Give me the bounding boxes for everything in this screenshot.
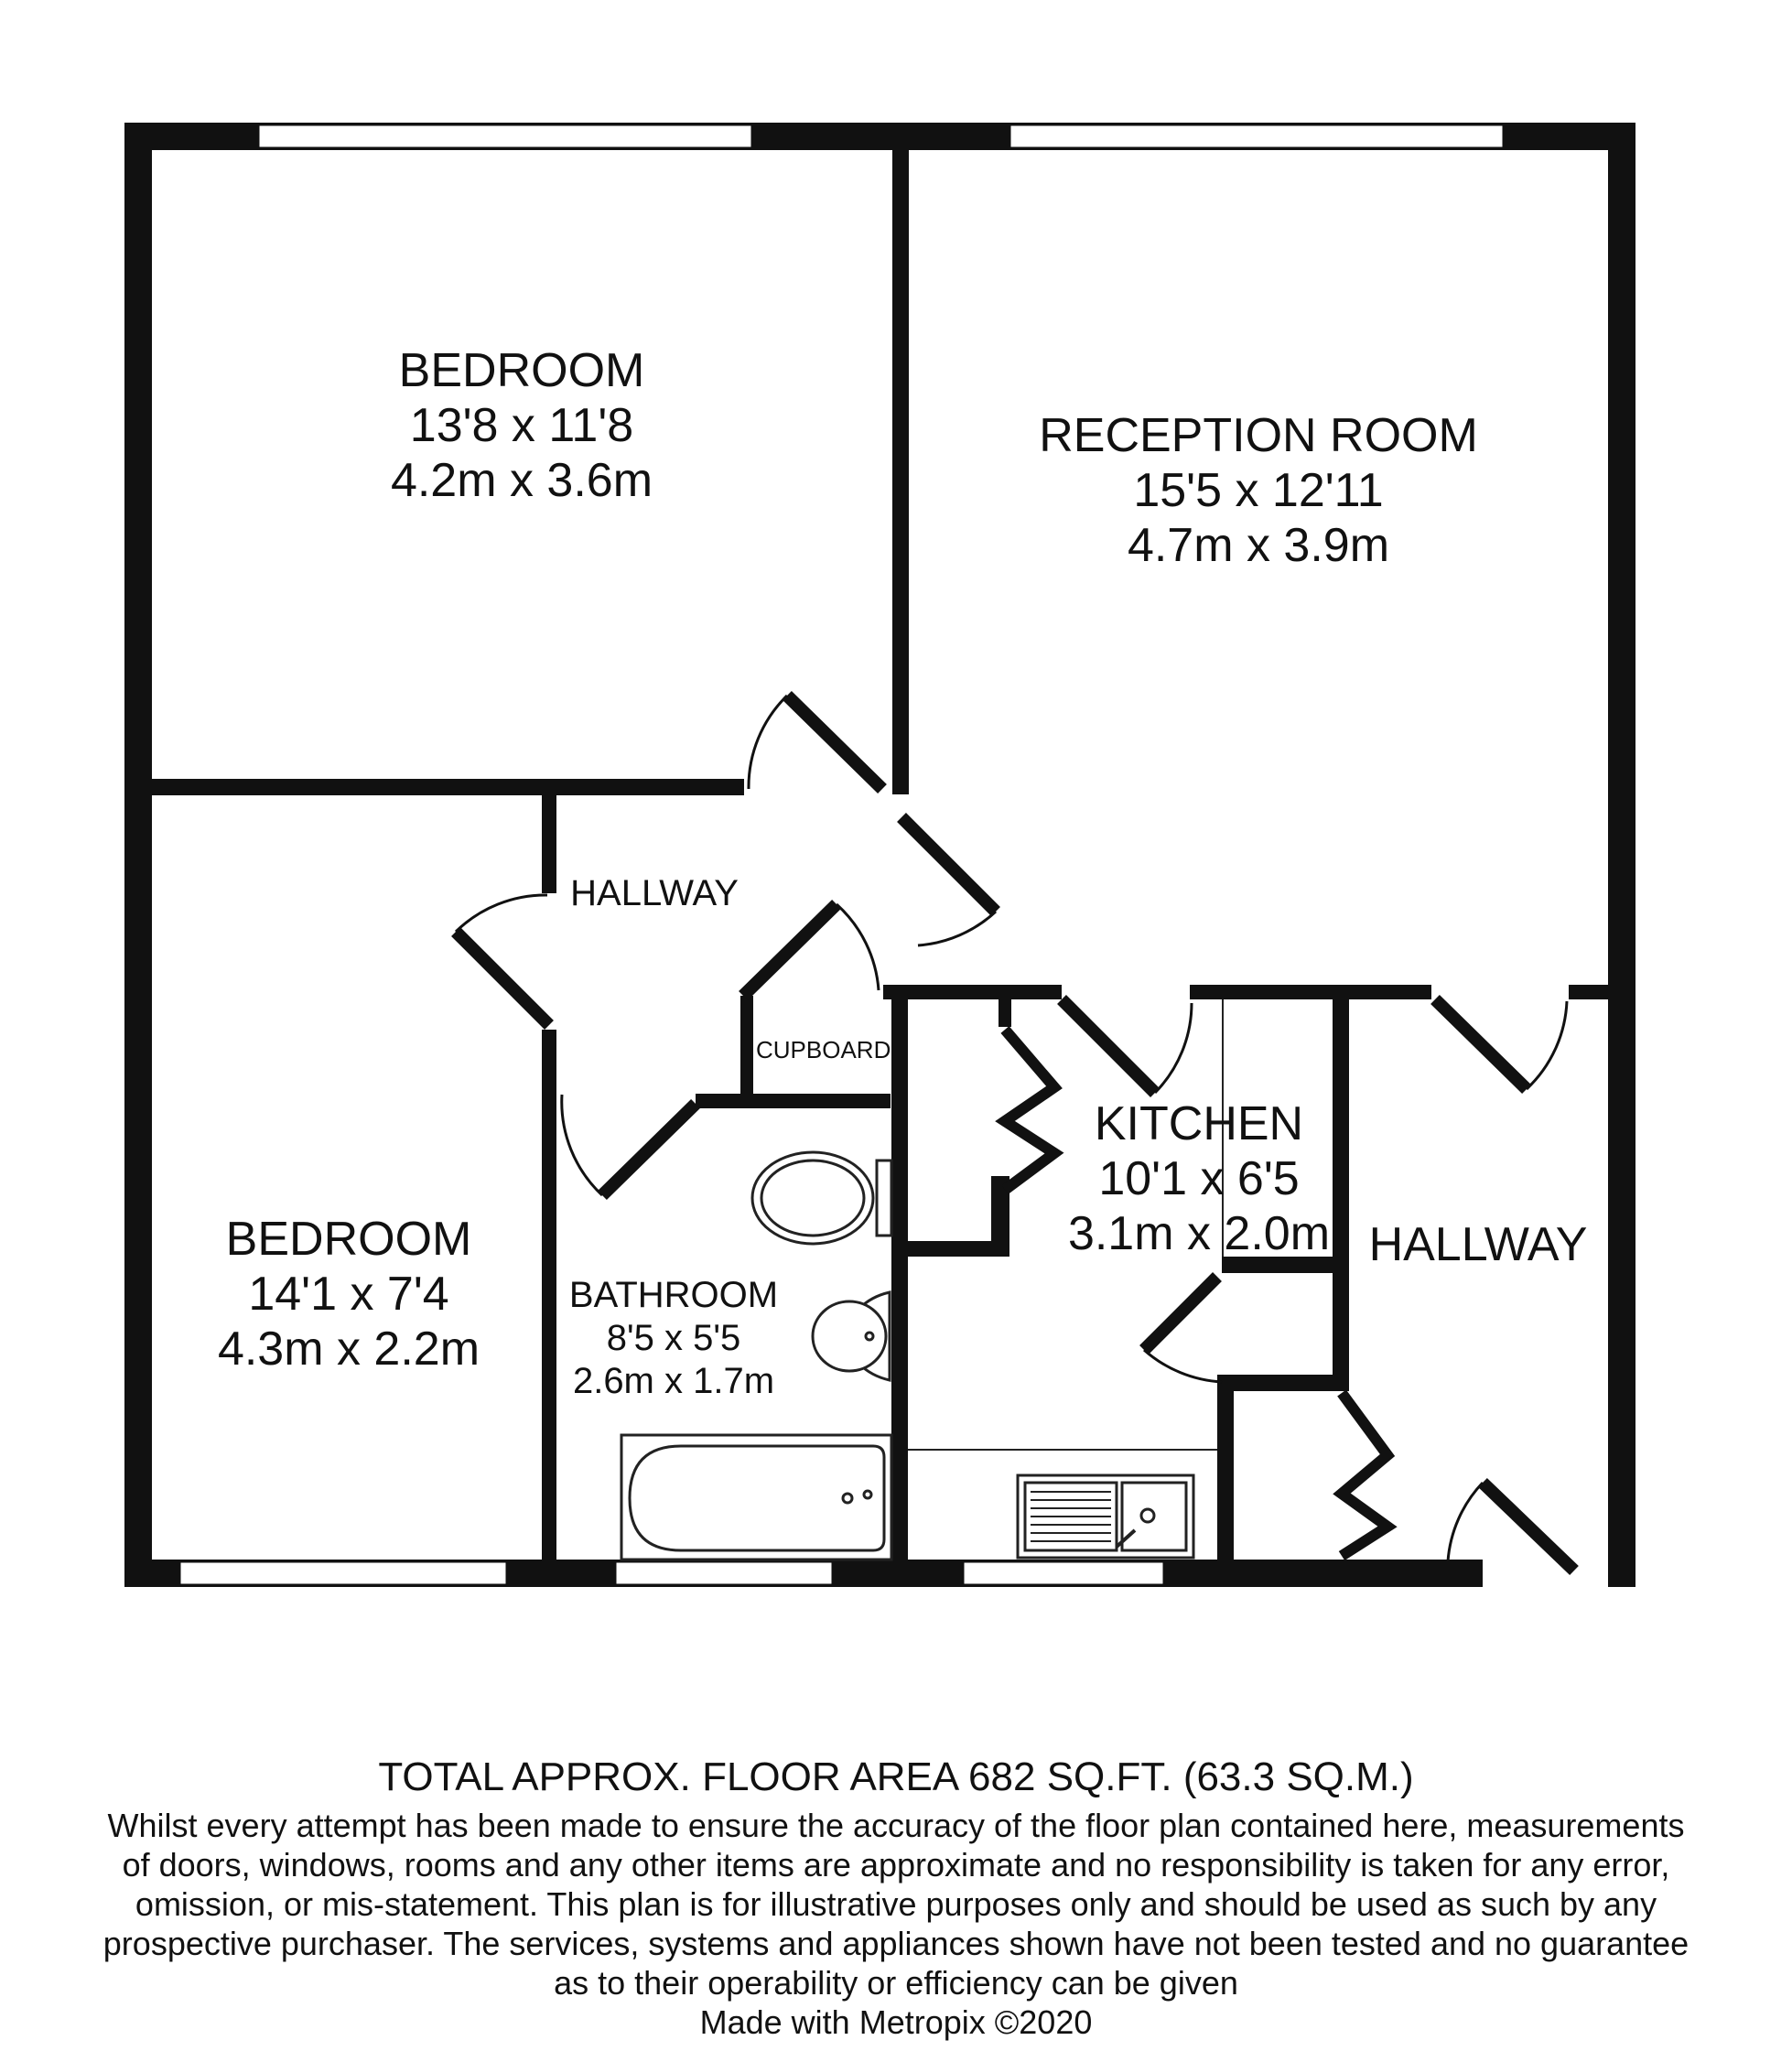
door-leaf-kitchen bbox=[1062, 999, 1155, 1093]
disclaimer-text: Whilst every attempt has been made to ensure the accuracy of the floor plan contained here, measurements of doors, windows, rooms and any other items are approximate and no responsibility is taken for any error, omission, or mis-statement. This plan is for illustrative purposes only and should be used as such by any prospective purchaser. The services, systems and appliances shown have not been tested and no guarantee as to their operability or efficiency can be given bbox=[103, 1807, 1689, 2002]
room-size-imperial: 8'5 x 5'5 bbox=[606, 1318, 741, 1358]
wall-hall-west-upper bbox=[542, 779, 556, 893]
room-size-metric: 3.1m x 2.0m bbox=[1067, 1207, 1331, 1260]
window-bedroom1 bbox=[258, 124, 752, 148]
door-gap-hall2-exit bbox=[1483, 1560, 1608, 1587]
door-swing-store bbox=[1144, 1350, 1222, 1382]
toilet-seat bbox=[761, 1160, 864, 1236]
wall-kitchen-cup-c bbox=[908, 1241, 1009, 1257]
room-label-cupboard bbox=[756, 1036, 890, 1063]
room-label-kitchen bbox=[1062, 1096, 1336, 1261]
bath-plug bbox=[864, 1491, 871, 1498]
footer bbox=[55, 1753, 1737, 2042]
room-label-reception bbox=[1020, 408, 1496, 573]
door-leaf-entrance bbox=[1483, 1483, 1574, 1571]
basin-plug bbox=[866, 1333, 873, 1340]
window-bathroom bbox=[615, 1561, 833, 1585]
room-name: BATHROOM bbox=[568, 1275, 779, 1315]
door-gap-reception-hall2 bbox=[1431, 985, 1569, 999]
door-gap-reception-kitchen bbox=[1062, 985, 1190, 999]
door-swing-cupboard bbox=[837, 904, 879, 990]
door-leaf-reception bbox=[901, 817, 996, 912]
door-swing-bathroom bbox=[562, 1095, 602, 1195]
room-label-bedroom2 bbox=[198, 1212, 500, 1376]
credit-text: Made with Metropix ©2020 bbox=[699, 2003, 1093, 2041]
room-size-metric: 2.6m x 1.7m bbox=[572, 1361, 775, 1401]
wall-store-south bbox=[1217, 1375, 1349, 1391]
door-leaf-cupboard bbox=[743, 904, 837, 996]
room-name: BEDROOM bbox=[398, 344, 645, 397]
door-swing-hall2 bbox=[1527, 1001, 1567, 1089]
wall-bath-kitchen bbox=[891, 989, 908, 1560]
toilet-cistern bbox=[877, 1160, 891, 1236]
room-name: HALLWAY bbox=[1368, 1218, 1588, 1271]
door-leaf-hall2-store bbox=[1342, 1393, 1387, 1556]
door-swing-reception bbox=[918, 912, 996, 945]
room-size-metric: 4.2m x 3.6m bbox=[390, 454, 653, 507]
room-size-imperial: 15'5 x 12'11 bbox=[1133, 464, 1384, 517]
room-name: CUPBOARD bbox=[756, 1036, 891, 1063]
door-swing-kitchen bbox=[1155, 1003, 1192, 1093]
door-leaf-store bbox=[1144, 1277, 1217, 1350]
room-label-bathroom bbox=[555, 1274, 793, 1403]
room-name: RECEPTION ROOM bbox=[1039, 409, 1478, 462]
room-label-hallway2 bbox=[1355, 1217, 1602, 1272]
wall-store-west bbox=[1217, 1375, 1234, 1560]
room-size-imperial: 14'1 x 7'4 bbox=[248, 1268, 449, 1321]
wall-left bbox=[124, 123, 152, 1587]
room-name: KITCHEN bbox=[1094, 1097, 1304, 1150]
kitchen-sink-plug bbox=[1141, 1509, 1154, 1522]
room-size-metric: 4.7m x 3.9m bbox=[1127, 519, 1390, 572]
wall-kitchen-cup-a bbox=[999, 999, 1011, 1027]
room-label-bedroom1 bbox=[384, 343, 659, 508]
basin-inner bbox=[813, 1301, 886, 1371]
wall-bed-bed bbox=[152, 779, 744, 795]
wall-bed-reception bbox=[892, 150, 909, 794]
wall-bath-north bbox=[696, 1094, 891, 1108]
room-size-imperial: 10'1 x 6'5 bbox=[1098, 1152, 1300, 1205]
floor-area-title: TOTAL APPROX. FLOOR AREA 682 SQ.FT. (63.3 SQ.M.) bbox=[378, 1754, 1414, 1799]
drainer-ribs bbox=[1031, 1492, 1111, 1541]
door-leaf-bed1 bbox=[787, 696, 882, 789]
room-label-hallway1 bbox=[560, 872, 749, 915]
door-swing-bed2 bbox=[456, 895, 547, 932]
wall-right-upper bbox=[1608, 123, 1635, 1003]
room-name: HALLWAY bbox=[570, 873, 739, 913]
door-swing-bed1 bbox=[749, 696, 787, 789]
wall-cupboard-west bbox=[740, 996, 753, 1095]
door-leaf-bathroom bbox=[602, 1104, 696, 1195]
room-size-imperial: 13'8 x 11'8 bbox=[409, 399, 634, 452]
window-bedroom2 bbox=[179, 1561, 507, 1585]
door-leaf-bed2 bbox=[456, 932, 549, 1025]
window-reception bbox=[1009, 124, 1504, 148]
wall-right-lower bbox=[1608, 1003, 1635, 1587]
window-kitchen bbox=[963, 1561, 1164, 1585]
door-leaf-kitchen-cupboard bbox=[1005, 1030, 1054, 1190]
bath-tap bbox=[843, 1494, 852, 1503]
room-name: BEDROOM bbox=[225, 1213, 472, 1266]
door-swing-entrance bbox=[1448, 1483, 1483, 1561]
room-size-metric: 4.3m x 2.2m bbox=[217, 1322, 480, 1376]
door-leaf-hall2 bbox=[1435, 999, 1527, 1089]
